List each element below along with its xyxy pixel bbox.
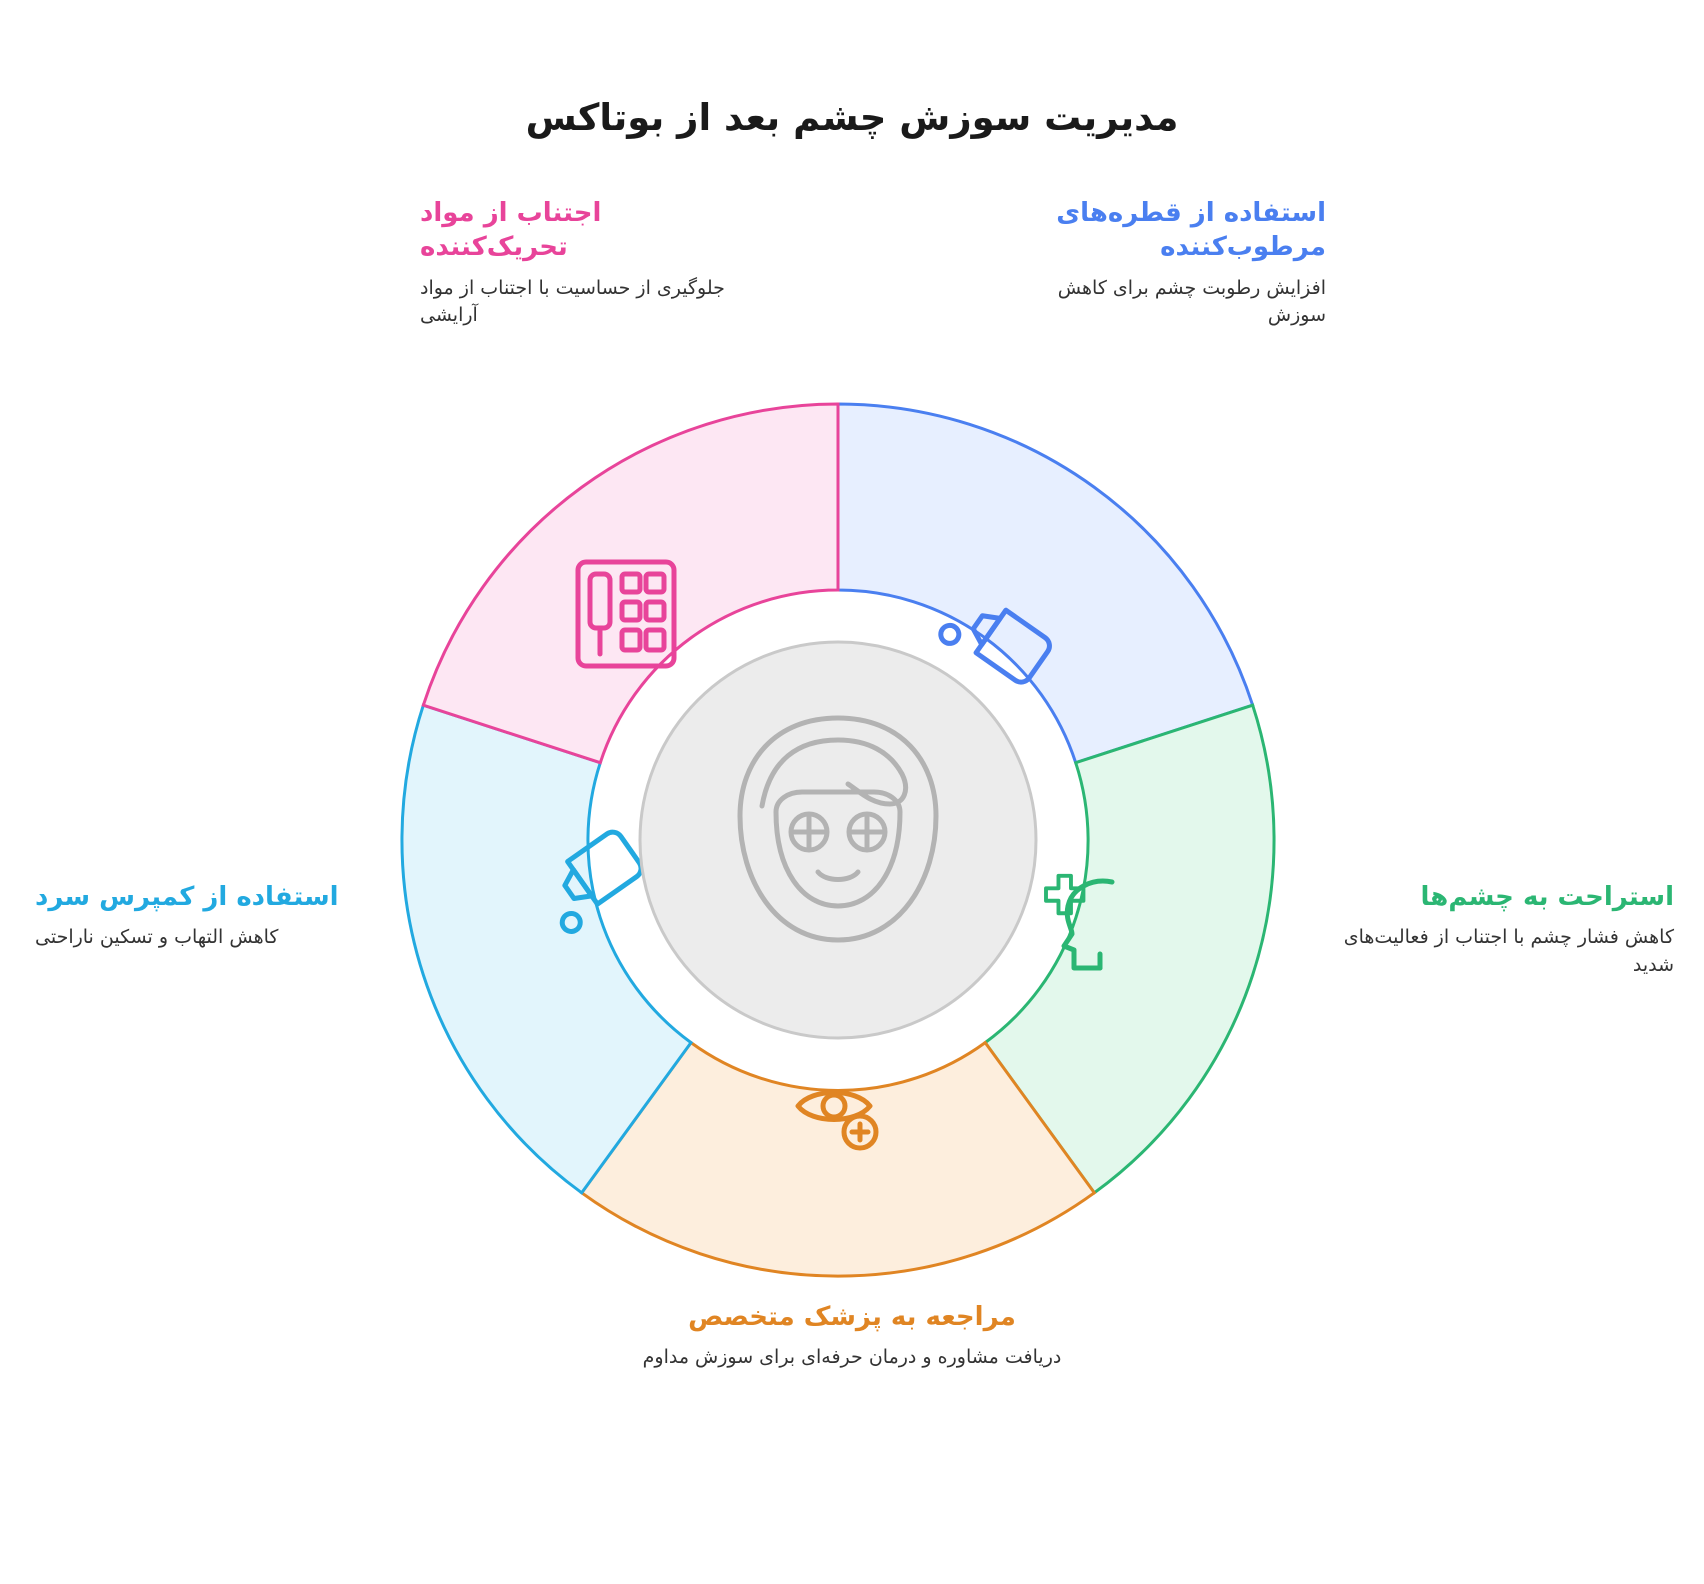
center-hub xyxy=(640,642,1036,1038)
label-irritants-desc: جلوگیری از حساسیت با اجتناب از مواد آرایشی xyxy=(420,276,725,327)
label-rest xyxy=(1334,880,1674,979)
label-irritants xyxy=(420,196,750,330)
label-drops xyxy=(996,196,1326,330)
label-doctor-desc: دریافت مشاوره و درمان حرفه‌ای برای سوزش مداوم xyxy=(642,1346,1062,1369)
page-title: مدیریت سوزش چشم بعد از بوتاکس xyxy=(525,96,1179,139)
label-doctor-title: مراجعه به پزشک متخصص xyxy=(688,1302,1016,1332)
label-irritants-title: اجتناب از مواد تحریک‌کننده xyxy=(420,198,602,263)
label-compress xyxy=(35,880,385,952)
label-drops-desc: افزایش رطوبت چشم برای کاهش سوزش xyxy=(1057,276,1326,327)
label-compress-title: استفاده از کمپرس سرد xyxy=(35,882,339,912)
label-doctor xyxy=(0,1300,1704,1372)
label-rest-title: استراحت به چشم‌ها xyxy=(1420,882,1674,912)
radial-wheel-diagram xyxy=(398,400,1278,1280)
label-drops-title: استفاده از قطره‌های مرطوب‌کننده xyxy=(1056,198,1326,263)
label-compress-desc: کاهش التهاب و تسکین ناراحتی xyxy=(35,926,279,949)
label-rest-desc: کاهش فشار چشم با اجتناب از فعالیت‌های شدید xyxy=(1343,926,1674,976)
